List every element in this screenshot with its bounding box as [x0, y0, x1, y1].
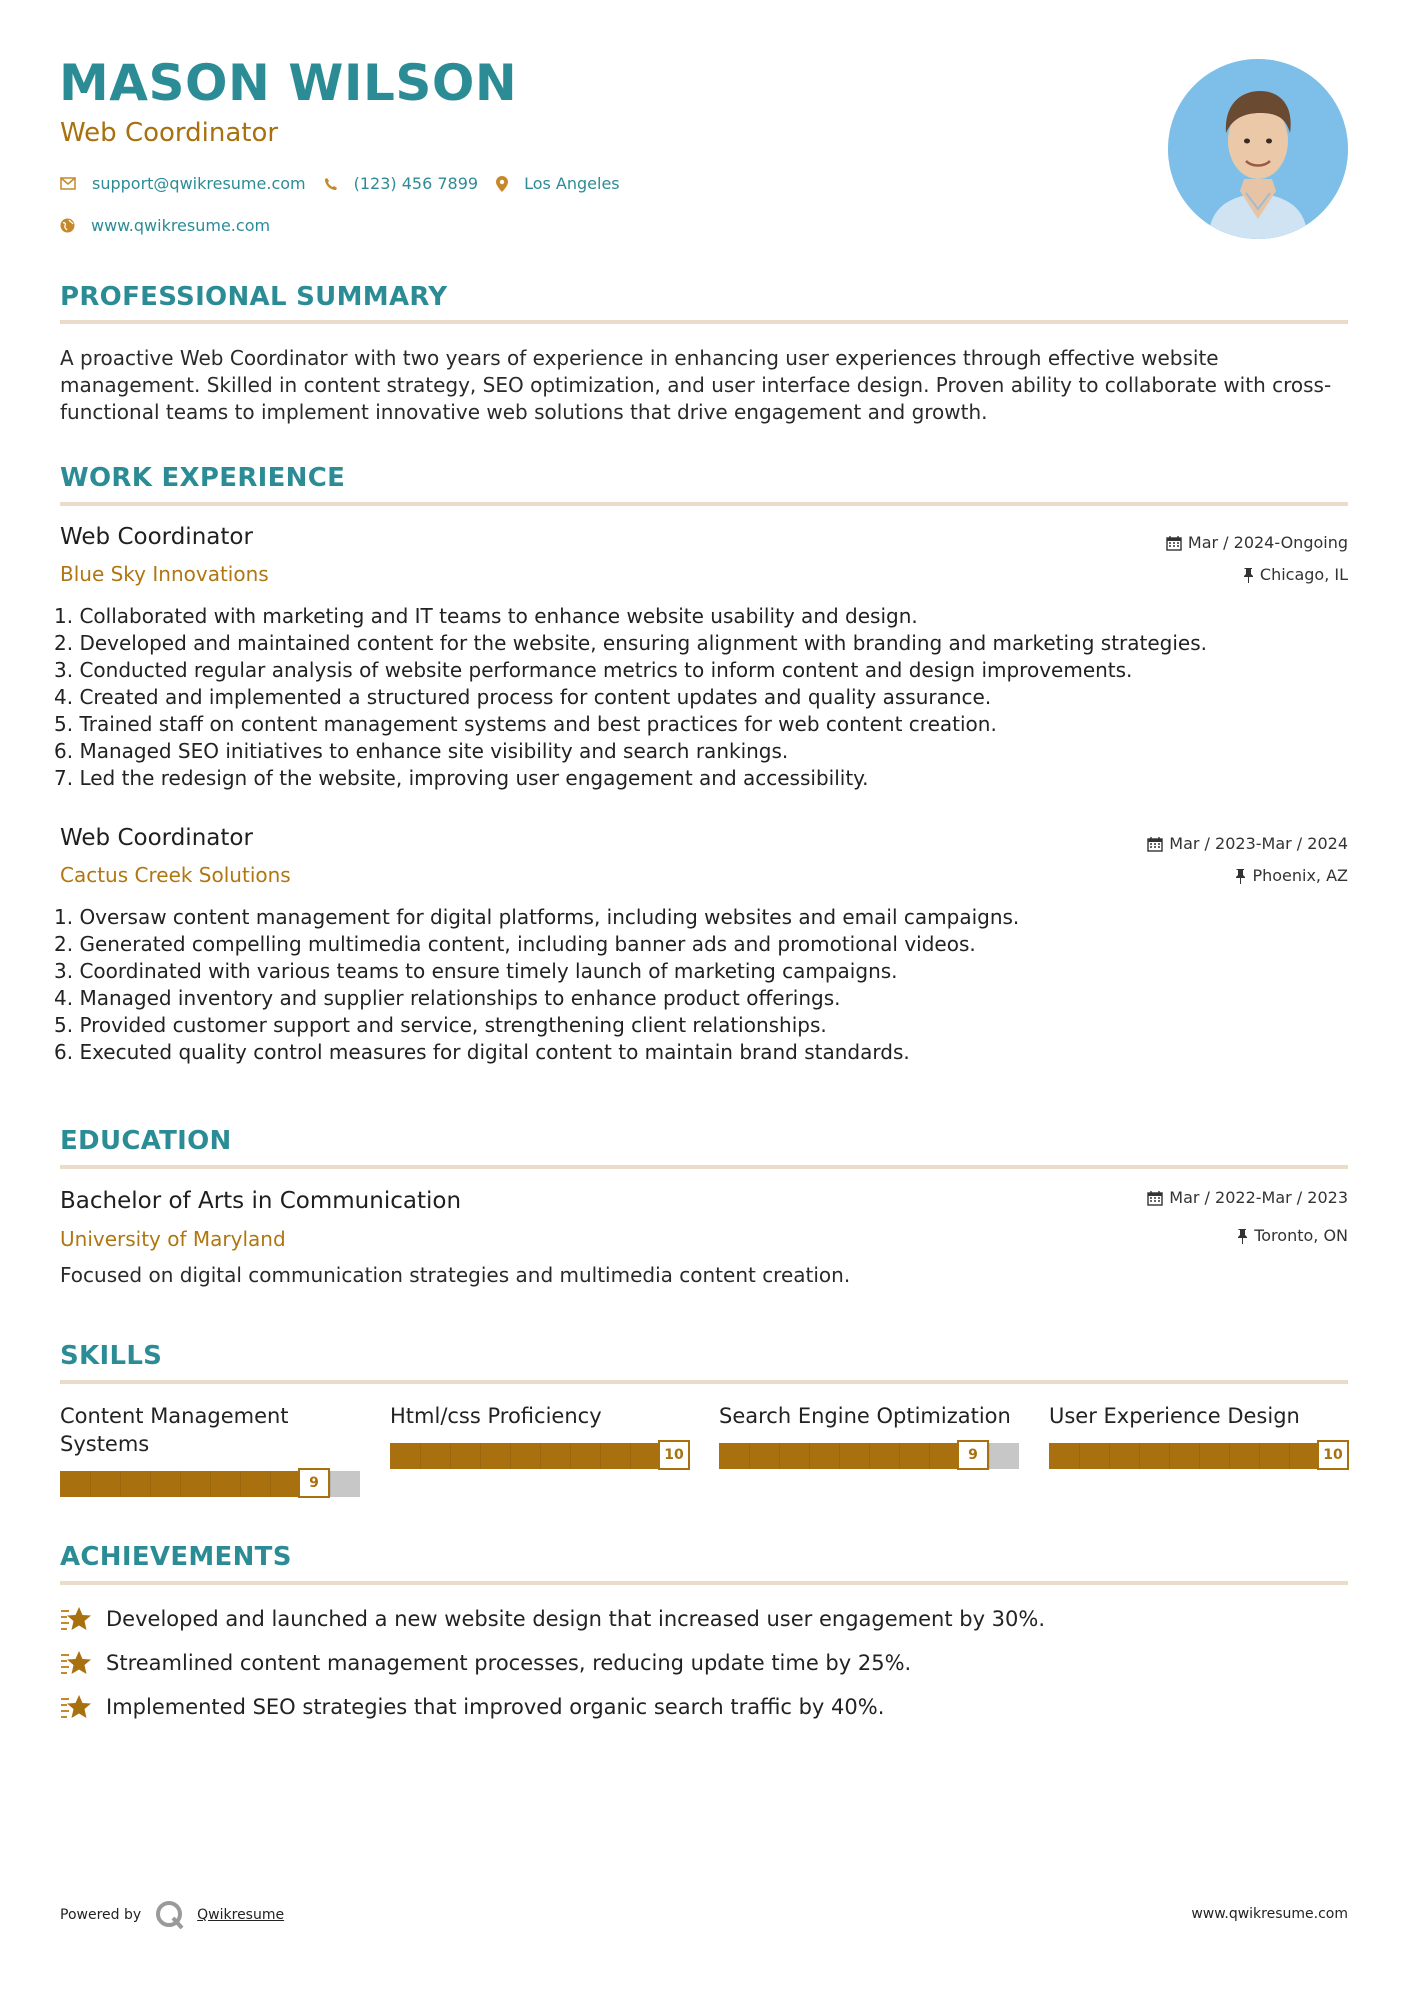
- job-1-duties: [54, 603, 1354, 792]
- list-item: 6. Managed SEO initiatives to enhance site visibility and search rankings.: [54, 739, 789, 763]
- achievements-divider: [60, 1581, 1348, 1585]
- job-2-dates: [1147, 834, 1348, 853]
- skill-bar-segment: [1229, 1443, 1230, 1469]
- job-1-dates-text: Mar / 2024-Ongoing: [1187, 533, 1348, 552]
- summary-divider: [60, 320, 1348, 324]
- skill-bar-segment: [1079, 1443, 1080, 1469]
- skill-bar-segment: [480, 1443, 481, 1469]
- summary-text: A proactive Web Coordinator with two years of experience in enhancing user experiences through effective website management. Skilled in content strategy, SEO optimization, and user interface design. Proven ability to collaborate with cross-functional teams to implement innovative web solutions that drive engagement and growth.: [60, 346, 1332, 424]
- skill-score-badge: 9: [298, 1468, 330, 1498]
- profile-photo: [1168, 59, 1348, 239]
- list-item: 3. Conducted regular analysis of website performance metrics to inform content and design improvements.: [54, 658, 1133, 682]
- skill-bar-segment: [150, 1471, 151, 1497]
- achievement-text: Developed and launched a new website design that increased user engagement by 30%.: [106, 1607, 1046, 1631]
- skill-bar-segment: [869, 1443, 870, 1469]
- mail-icon: [60, 177, 76, 190]
- job-1-location: [1242, 565, 1348, 584]
- achievement-item: [60, 1693, 884, 1721]
- skill-bar-segment: [899, 1443, 900, 1469]
- education-location-text: Toronto, ON: [1254, 1226, 1348, 1245]
- skill-bar-segment: [210, 1471, 211, 1497]
- school-name: University of Maryland: [60, 1227, 286, 1251]
- list-item: 4. Created and implemented a structured process for content updates and quality assurance.: [54, 685, 992, 709]
- skill-score-badge: 9: [957, 1440, 989, 1470]
- website-row: [60, 216, 288, 235]
- footer-site[interactable]: www.qwikresume.com: [1191, 1906, 1348, 1922]
- education-dates-text: Mar / 2022-Mar / 2023: [1169, 1188, 1348, 1207]
- skill-4: [1049, 1402, 1349, 1463]
- list-item: 2. Developed and maintained content for the website, ensuring alignment with branding and marketing strategies.: [54, 631, 1208, 655]
- skill-bar-segment: [510, 1443, 511, 1469]
- website-text: www.qwikresume.com: [91, 216, 271, 235]
- experience-divider: [60, 502, 1348, 506]
- job-2-title: Web Coordinator: [60, 825, 253, 851]
- pushpin-icon: [1234, 868, 1246, 884]
- skill-bar-segment: [540, 1443, 541, 1469]
- education-dates: [1147, 1188, 1348, 1207]
- education-heading: EDUCATION: [60, 1126, 232, 1156]
- experience-heading: WORK EXPERIENCE: [60, 463, 346, 493]
- skill-bar-segment: [570, 1443, 571, 1469]
- job-1-title: Web Coordinator: [60, 524, 253, 550]
- list-item: 5. Trained staff on content management systems and best practices for web content creation.: [54, 712, 997, 736]
- skill-bar-segment: [989, 1443, 990, 1469]
- list-item: 6. Executed quality control measures for digital content to maintain brand standards.: [54, 1040, 910, 1064]
- skill-bar-segment: [1259, 1443, 1260, 1469]
- degree-title: Bachelor of Arts in Communication: [60, 1188, 462, 1214]
- skill-4-name: User Experience Design: [1049, 1404, 1300, 1428]
- skill-bar-segment: [240, 1471, 241, 1497]
- skill-score-badge: 10: [658, 1440, 690, 1470]
- list-item: 4. Managed inventory and supplier relationships to enhance product offerings.: [54, 986, 841, 1010]
- list-item: 5. Provided customer support and service, strengthening client relationships.: [54, 1013, 827, 1037]
- skill-1: [60, 1402, 360, 1491]
- achievements-heading: ACHIEVEMENTS: [60, 1542, 292, 1572]
- skill-2-bar: [390, 1440, 690, 1470]
- calendar-icon: [1166, 535, 1182, 551]
- phone-icon: [324, 177, 338, 191]
- website-item[interactable]: [60, 216, 270, 235]
- pushpin-icon: [1242, 567, 1254, 583]
- star-icon: [60, 1649, 92, 1677]
- education-divider: [60, 1165, 1348, 1169]
- job-2-location-text: Phoenix, AZ: [1252, 866, 1348, 885]
- skill-bar-fill: [60, 1471, 330, 1497]
- skill-bar-segment: [630, 1443, 631, 1469]
- summary-heading: PROFESSIONAL SUMMARY: [60, 282, 448, 312]
- skill-bar-segment: [90, 1471, 91, 1497]
- skill-bar-segment: [180, 1471, 181, 1497]
- calendar-icon: [1147, 1190, 1163, 1206]
- skill-bar-segment: [420, 1443, 421, 1469]
- list-item: 1. Collaborated with marketing and IT teams to enhance website usability and design.: [54, 604, 918, 628]
- skill-3-bar: [719, 1440, 1019, 1470]
- star-icon: [60, 1693, 92, 1721]
- skill-3: [719, 1402, 1019, 1463]
- job-2-location: [1234, 866, 1348, 885]
- skills-divider: [60, 1380, 1348, 1384]
- pushpin-icon: [1236, 1228, 1248, 1244]
- skill-bar-segment: [839, 1443, 840, 1469]
- skill-bar-segment: [450, 1443, 451, 1469]
- skill-bar-segment: [270, 1471, 271, 1497]
- skill-bar-segment: [1169, 1443, 1170, 1469]
- location-text: Los Angeles: [524, 174, 620, 193]
- skill-bar-segment: [120, 1471, 121, 1497]
- skill-bar-segment: [1139, 1443, 1140, 1469]
- education-description: Focused on digital communication strategies and multimedia content creation.: [60, 1263, 851, 1287]
- skill-bar-segment: [1289, 1443, 1290, 1469]
- email-item[interactable]: [60, 174, 306, 193]
- map-pin-icon: [496, 176, 508, 192]
- star-icon: [60, 1605, 92, 1633]
- contact-row: [60, 174, 638, 193]
- skill-bar-segment: [749, 1443, 750, 1469]
- powered-by-label: Powered by: [60, 1907, 142, 1923]
- phone-text: (123) 456 7899: [353, 174, 479, 193]
- skill-2: [390, 1402, 690, 1463]
- skill-bar-segment: [929, 1443, 930, 1469]
- candidate-name: MASON WILSON: [59, 54, 518, 112]
- calendar-icon: [1147, 836, 1163, 852]
- list-item: 3. Coordinated with various teams to ensure timely launch of marketing campaigns.: [54, 959, 898, 983]
- skill-1-bar: [60, 1468, 360, 1498]
- skill-3-name: Search Engine Optimization: [719, 1404, 1011, 1428]
- list-item: 1. Oversaw content management for digital platforms, including websites and email campaigns.: [54, 905, 1020, 929]
- list-item: 2. Generated compelling multimedia content, including banner ads and promotional videos.: [54, 932, 976, 956]
- education-location: [1236, 1226, 1348, 1245]
- achievement-item: [60, 1649, 911, 1677]
- achievement-text: Streamlined content management processes, reducing update time by 25%.: [106, 1651, 912, 1675]
- job-2-company: Cactus Creek Solutions: [60, 863, 291, 887]
- brand-link[interactable]: Qwikresume: [197, 1907, 285, 1923]
- list-item: 7. Led the redesign of the website, improving user engagement and accessibility.: [54, 766, 869, 790]
- skill-2-name: Html/css Proficiency: [390, 1404, 602, 1428]
- skill-bar-segment: [779, 1443, 780, 1469]
- achievement-text: Implemented SEO strategies that improved organic search traffic by 40%.: [106, 1695, 885, 1719]
- achievement-item: [60, 1605, 1045, 1633]
- job-2-duties: [54, 904, 1354, 1066]
- skill-bar-segment: [600, 1443, 601, 1469]
- skill-bar-fill: [719, 1443, 989, 1469]
- job-1-dates: [1166, 533, 1348, 552]
- job-1-location-text: Chicago, IL: [1259, 565, 1348, 584]
- phone-item[interactable]: [324, 174, 478, 193]
- skill-1-name: Content Management Systems: [60, 1404, 289, 1456]
- job-1-company: Blue Sky Innovations: [60, 562, 269, 586]
- location-item: [496, 174, 620, 193]
- email-text: support@qwikresume.com: [92, 174, 306, 193]
- skill-4-bar: [1049, 1440, 1349, 1470]
- skill-bar-segment: [809, 1443, 810, 1469]
- job-2-dates-text: Mar / 2023-Mar / 2024: [1169, 834, 1348, 853]
- skill-score-badge: 10: [1317, 1440, 1349, 1470]
- skill-bar-segment: [1109, 1443, 1110, 1469]
- candidate-role: Web Coordinator: [60, 118, 279, 148]
- skill-bar-segment: [330, 1471, 331, 1497]
- qwikresume-logo-icon: [155, 1900, 185, 1930]
- skill-bar-segment: [1199, 1443, 1200, 1469]
- skills-heading: SKILLS: [60, 1341, 163, 1371]
- footer-powered-by: [60, 1900, 284, 1930]
- globe-icon: [60, 218, 75, 233]
